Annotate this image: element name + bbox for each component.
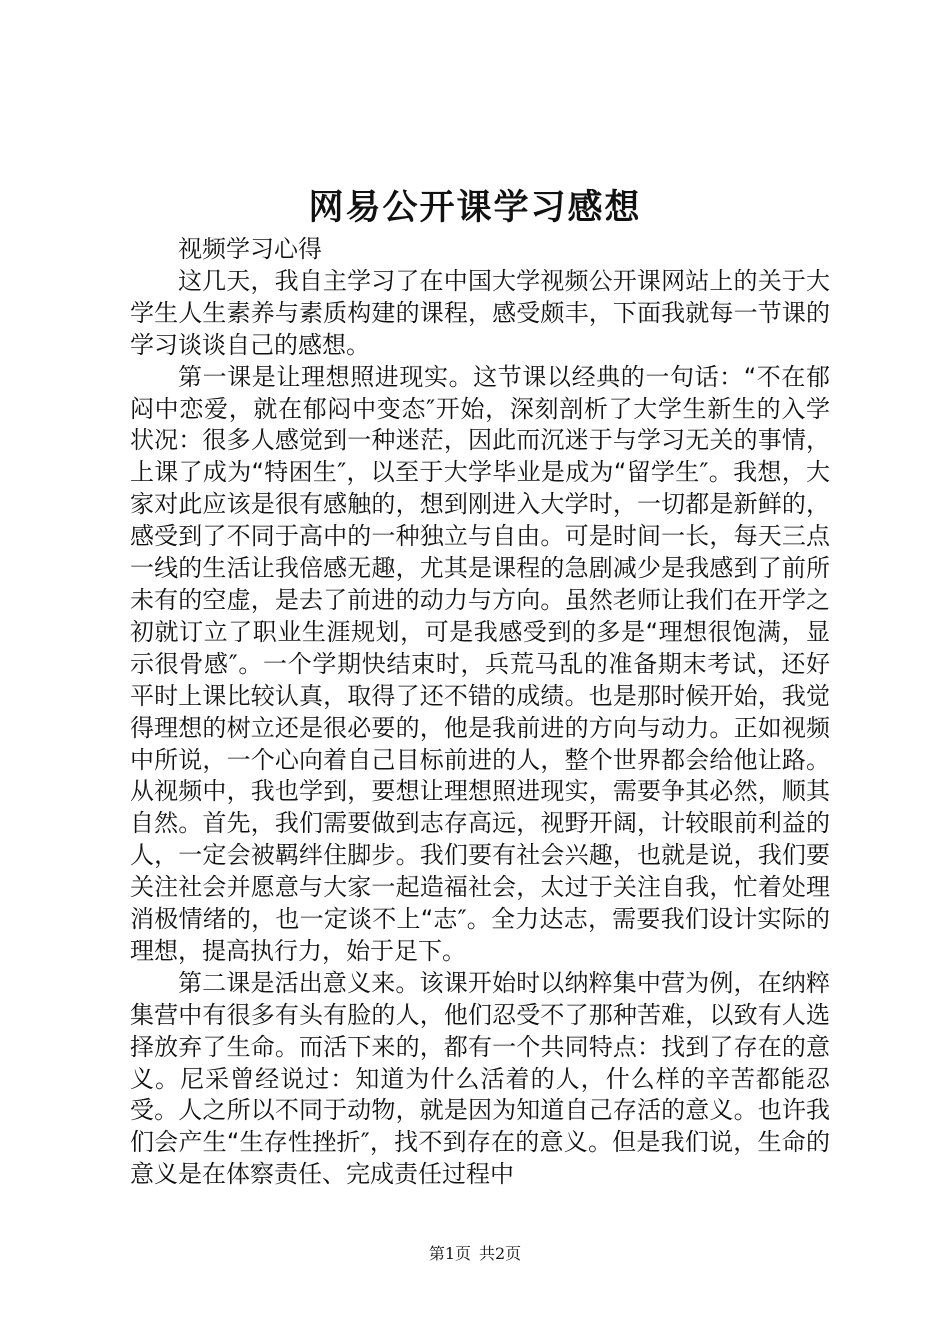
page-total: 共2页	[479, 1244, 522, 1263]
lesson-two-paragraph: 第二课是活出意义来。该课开始时以纳粹集中营为例，在纳粹集营中有很多有头有脸的人，他们忍受不了那种苦难，以致有人选择放弃了生命。而活下来的，都有一个共同特点：找到了存在的意义。尼采曾经说过：知道为什么活着的人，什么样的辛苦都能忍受。人之所以不同于动物，就是因为知道自己存活的意义。也许我们会产生“生存性挫折″，找不到存在的意义。但是我们说，生命的意义是在体察责任、完成责任过程中	[130, 968, 830, 1189]
page-number: 第1页	[428, 1244, 471, 1263]
document-body	[130, 234, 830, 1191]
document-title: 网易公开课学习感想	[308, 187, 642, 228]
page-footer	[0, 1244, 950, 1264]
lesson-one-paragraph: 第一课是让理想照进现实。这节课以经典的一句话：“不在郁闷中恋爱，就在郁闷中变态″开始，深刻剖析了大学生新生的入学状况：很多人感觉到一种迷茫，因此而沉迷于与学习无关的事情，上课了成为“特困生″，以至于大学毕业是成为“留学生″。我想，大家对此应该是很有感触的，想到刚进入大学时，一切都是新鲜的，感受到了不同于高中的一种独立与自由。可是时间一长，每天三点一线的生活让我倍感无趣，尤其是课程的急剧减少是我感到了前所未有的空虚，是去了前进的动力与方向。虽然老师让我们在开学之初就订立了职业生涯规划，可是我感受到的多是“理想很饱满，显示很骨感″。一个学期快结束时，兵荒马乱的准备期末考试，还好平时上课比较认真，取得了还不错的成绩。也是那时候开始，我觉得理想的树立还是很必要的，他是我前进的方向与动力。正如视频中所说，一个心向着自己目标前进的人，整个世界都会给他让路。从视频中，我也学到，要想让理想照进现实，需要争其必然，顺其自然。首先，我们需要做到志存高远，视野开阔，计较眼前利益的人，一定会被羁绊住脚步。我们要有社会兴趣，也就是说，我们要关注社会并愿意与大家一起造福社会，太过于关注自我，忙着处理消极情绪的，也一定谈不上“志″。全力达志，需要我们设计实际的理想，提高执行力，始于足下。	[130, 362, 830, 965]
intro-paragraph: 这几天，我自主学习了在中国大学视频公开课网站上的关于大学生人生素养与素质构建的课程，感受颇丰，下面我就每一节课的学习谈谈自己的感想。	[130, 266, 830, 359]
subtitle-paragraph: 视频学习心得	[178, 235, 322, 263]
